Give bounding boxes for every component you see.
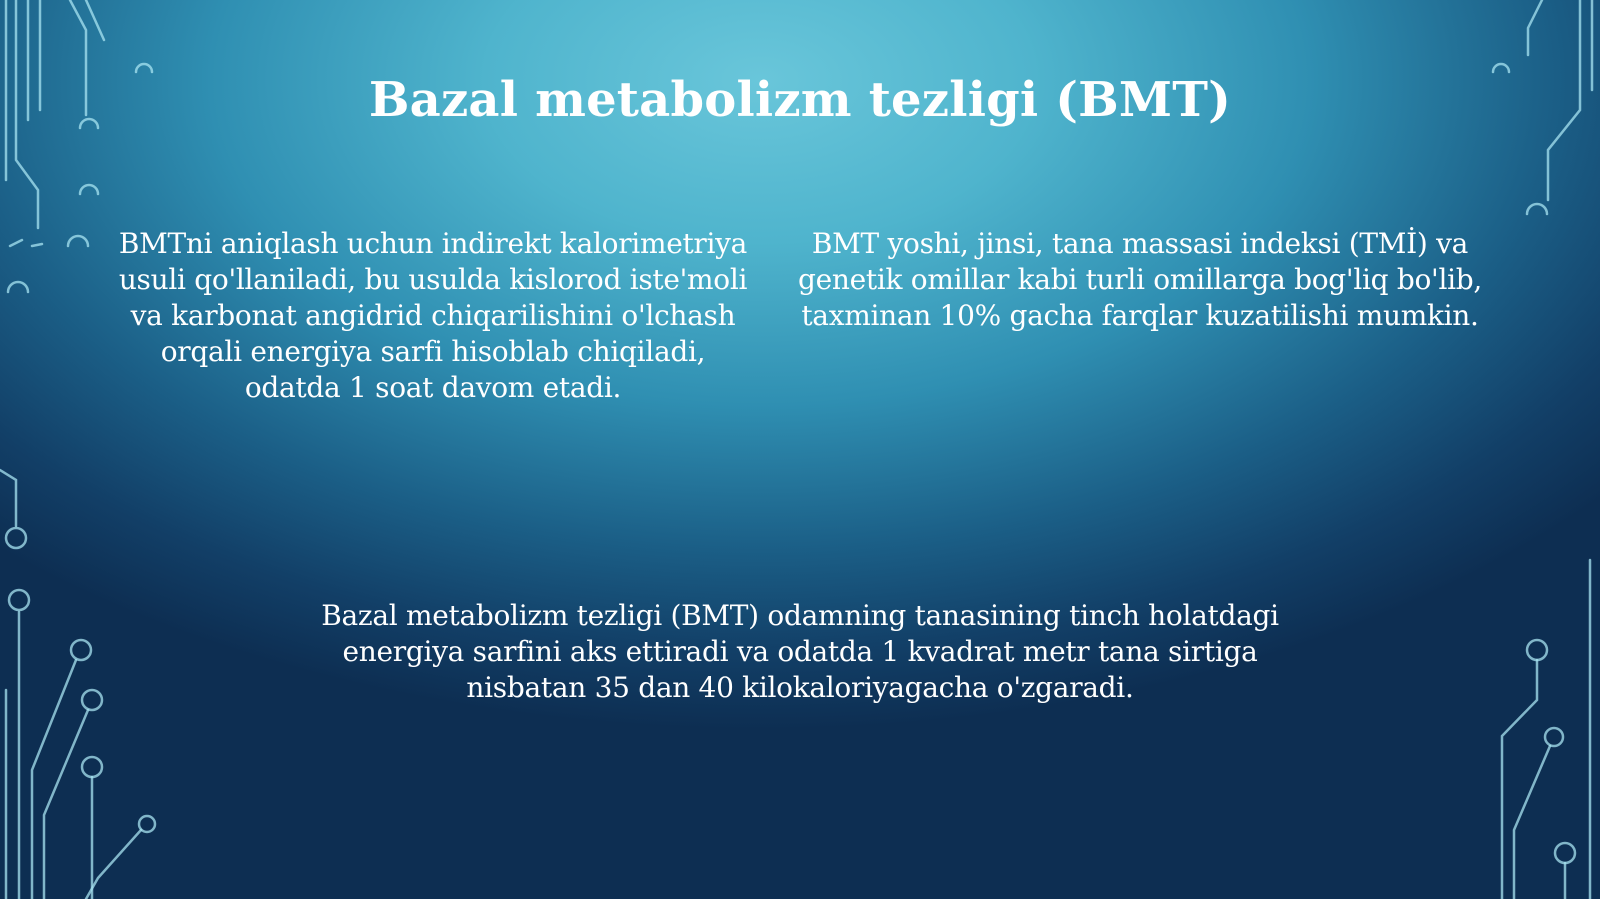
right-text-block: BMT yoshi, jinsi, tana massasi indeksi (TMİ) va genetik omillar kabi turli omillarga bog'liq bo'lib, taxminan 10% gacha farqlar kuzatilishi mumkin. [798,227,1482,332]
left-text-block: BMTni aniqlash uchun indirekt kalorimetriya usuli qo'llaniladi, bu usulda kislorod iste'moli va karbonat angidrid chiqarilishini o'lchash orqali energiya sarfi hisoblab chiqiladi, odatda 1 soat davom etadi. [118,227,748,404]
slide-title: Bazal metabolizm tezligi (BMT) [368,72,1232,128]
bottom-text-block: Bazal metabolizm tezligi (BMT) odamning tanasining tinch holatdagi energiya sarfini aks ettiradi va odatda 1 kvadrat metr tana sirtiga nisbatan 35 dan 40 kilokaloriyagacha o'zgaradi. [321,599,1279,704]
